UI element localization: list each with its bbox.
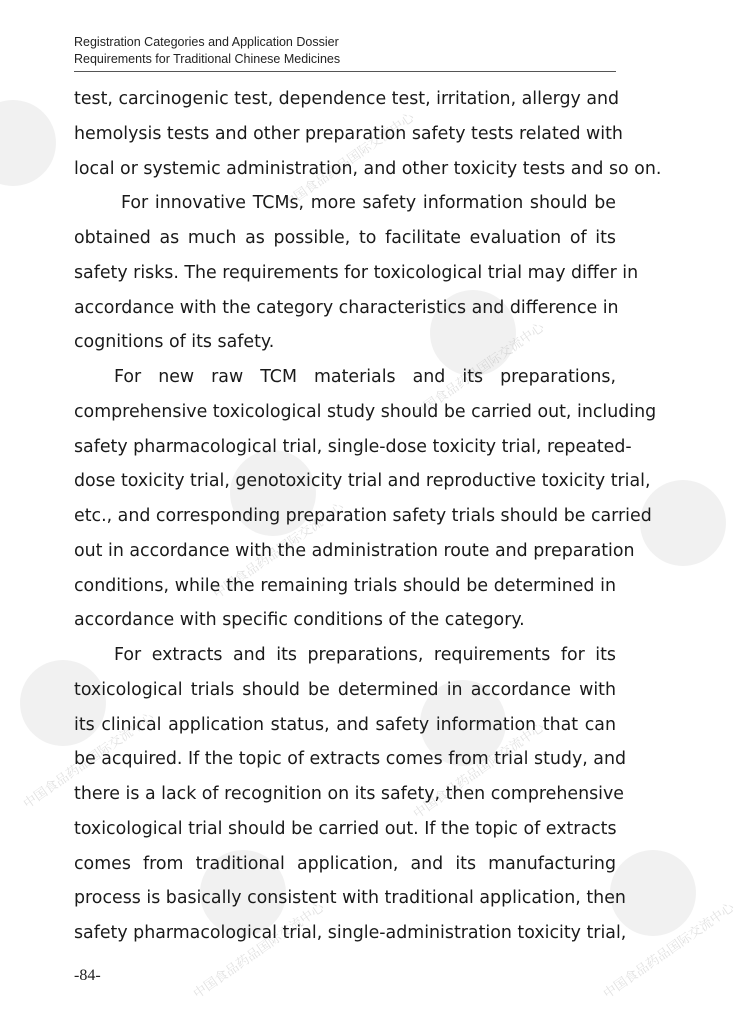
- body-line: comprehensive toxicological study should be carried out, including: [74, 401, 657, 422]
- body-line: toxicological trials should be determined in accordance with: [74, 679, 616, 700]
- body-line: safety pharmacological trial, single-administration toxicity trial,: [74, 923, 627, 943]
- watermark-text: 中国食品药品国际交流中心: [210, 500, 348, 603]
- watermark-text: 中国食品药品国际交流中心: [600, 900, 737, 1003]
- body-line: process is basically consistent with traditional application, then: [74, 888, 626, 909]
- running-header: [74, 34, 616, 68]
- body-line: conditions, while the remaining trials should be determined in: [74, 575, 616, 596]
- page-number: -84-: [74, 967, 101, 984]
- watermark-text: 中国食品药品国际交流中心: [20, 710, 158, 813]
- body-line: cognitions of its safety.: [74, 332, 275, 353]
- watermark-text: 中国食品药品国际交流中心: [280, 110, 418, 213]
- body-line: dose toxicity trial, genotoxicity trial and reproductive toxicity trial,: [74, 471, 651, 492]
- body-line: For new raw TCM materials and its preparations,: [114, 367, 616, 387]
- body-line: etc., and corresponding preparation safety trials should be carried: [74, 506, 652, 526]
- watermark-seal: [640, 480, 726, 566]
- watermark-text: 中国食品药品国际交流中心: [410, 320, 548, 423]
- body-line: test, carcinogenic test, dependence test, irritation, allergy and: [74, 89, 620, 109]
- body-line: be acquired. If the topic of extracts comes from trial study, and: [74, 749, 627, 770]
- body-line: its clinical application status, and safety information that can: [74, 714, 616, 735]
- body-line: For extracts and its preparations, requirements for its: [114, 645, 616, 665]
- body-line: out in accordance with the administration route and preparation: [74, 540, 635, 561]
- watermark-text: 中国食品药品国际交流中心: [410, 720, 548, 823]
- body-line: hemolysis tests and other preparation safety tests related with: [74, 123, 623, 144]
- header-divider: [74, 71, 616, 72]
- body-line: accordance with the category characteristics and difference in: [74, 297, 619, 318]
- header-line-2: Requirements for Traditional Chinese Medicines: [74, 52, 341, 66]
- body-line: safety risks. The requirements for toxicological trial may differ in: [74, 262, 639, 283]
- body-line: comes from traditional application, and its manufacturing: [74, 853, 616, 874]
- body-line: accordance with specific conditions of the category.: [74, 610, 525, 631]
- watermark-text: 中国食品药品国际交流中心: [190, 900, 328, 1003]
- body-line: there is a lack of recognition on its safety, then comprehensive: [74, 784, 624, 804]
- body-line: local or systemic administration, and other toxicity tests and so on.: [74, 158, 662, 179]
- body-line: safety pharmacological trial, single-dose toxicity trial, repeated-: [74, 436, 632, 457]
- body-text: [74, 82, 662, 951]
- header-line-1: Registration Categories and Application Dossier: [74, 35, 339, 49]
- body-line: obtained as much as possible, to facilitate evaluation of its: [74, 228, 616, 248]
- watermark-seal: [0, 100, 56, 186]
- body-line: For innovative TCMs, more safety information should be: [121, 193, 616, 214]
- body-line: toxicological trial should be carried out. If the topic of extracts: [74, 818, 617, 839]
